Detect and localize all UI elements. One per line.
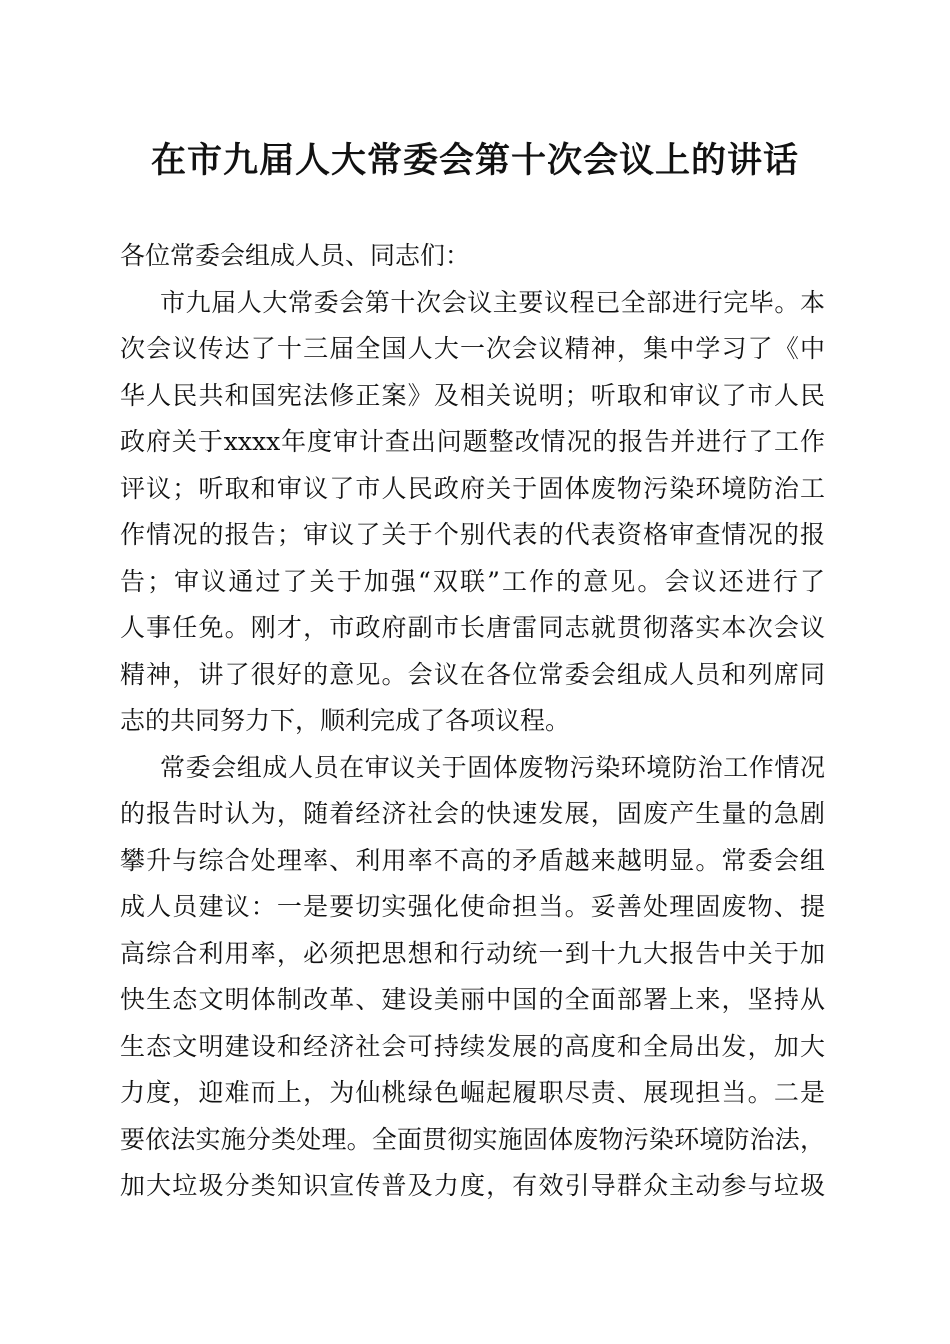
paragraph-line: 的报告时认为，随着经济社会的快速发展，固废产生量的急剧 bbox=[120, 799, 825, 828]
paragraph-line: 力度，迎难而上，为仙桃绿色崛起履职尽责、展现担当。二是 bbox=[120, 1078, 825, 1107]
document-title: 在市九届人大常委会第十次会议上的讲话 bbox=[150, 140, 799, 181]
paragraph-line: 成人员建议：一是要切实强化使命担当。妥善处理固废物、提 bbox=[120, 892, 825, 921]
paragraph-line: 次会议传达了十三届全国人大一次会议精神，集中学习了《中 bbox=[120, 334, 825, 363]
paragraph-line: 加大垃圾分类知识宣传普及力度，有效引导群众主动参与垃圾 bbox=[120, 1171, 825, 1200]
paragraph-line: 作情况的报告；审议了关于个别代表的代表资格审查情况的报 bbox=[120, 520, 825, 549]
salutation: 各位常委会组成人员、同志们： bbox=[120, 241, 471, 270]
paragraph-2 bbox=[120, 745, 825, 1210]
paragraph-line: 生态文明建设和经济社会可持续发展的高度和全局出发，加大 bbox=[120, 1031, 825, 1061]
document-body bbox=[120, 233, 825, 1210]
paragraph-line: 快生态文明体制改革、建设美丽中国的全面部署上来，坚持从 bbox=[120, 985, 825, 1014]
paragraph-line: 华人民共和国宪法修正案》及相关说明；听取和审议了市人民 bbox=[120, 380, 825, 410]
paragraph-line: 常委会组成人员在审议关于固体废物污染环境防治工作情况 bbox=[160, 752, 825, 782]
paragraph-line: 市九届人大常委会第十次会议主要议程已全部进行完毕。本 bbox=[160, 287, 825, 317]
paragraph-line: 要依法实施分类处理。全面贯彻实施固体废物污染环境防治法， bbox=[120, 1124, 825, 1154]
paragraph-line: 精神，讲了很好的意见。会议在各位常委会组成人员和列席同 bbox=[120, 659, 825, 689]
paragraph-line: 政府关于xxxx年度审计查出问题整改情况的报告并进行了工作 bbox=[120, 427, 825, 456]
paragraph-line: 人事任免。刚才，市政府副市长唐雷同志就贯彻落实本次会议 bbox=[120, 613, 825, 642]
paragraph-line: 高综合利用率，必须把思想和行动统一到十九大报告中关于加 bbox=[120, 938, 825, 968]
paragraph-line: 评议；听取和审议了市人民政府关于固体废物污染环境防治工 bbox=[120, 473, 825, 503]
paragraph-line: 攀升与综合处理率、利用率不高的矛盾越来越明显。常委会组 bbox=[120, 845, 825, 875]
paragraph-1 bbox=[120, 280, 825, 745]
paragraph-line: 志的共同努力下，顺利完成了各项议程。 bbox=[120, 706, 571, 735]
paragraph-line: 告；审议通过了关于加强“双联”工作的意见。会议还进行了 bbox=[120, 566, 825, 596]
